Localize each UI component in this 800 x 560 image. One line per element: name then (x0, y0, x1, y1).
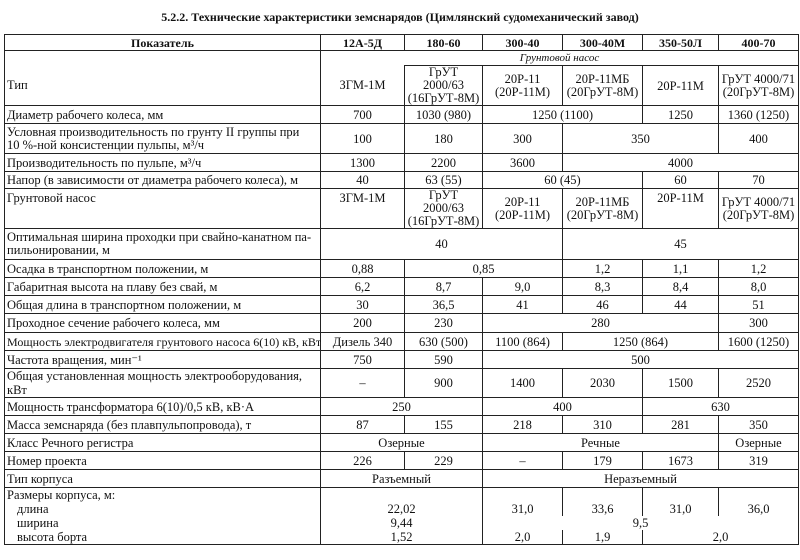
table-row: Проходное сечение рабочего колеса, мм 200 230 280 300 (5, 314, 799, 333)
table-row: ширина 9,44 9,5 (5, 516, 799, 530)
header-model: 300-40 (483, 35, 563, 51)
table-row: Осадка в транспортном положении, м 0,88 0,85 1,2 1,1 1,2 (5, 260, 799, 278)
page-title: 5.2.2. Технические характеристики земснарядов (Цимлянский судомеханический завод) (161, 10, 639, 24)
header-param: Показатель (5, 35, 321, 51)
section-label: Грунтовой насос (321, 51, 799, 66)
table-row: Тип ЗГМ-1М ГрУТ 2000/63 (16ГрУТ-8М) 20Р-11 (20Р-11М) 20Р-11МБ (20ГрУТ-8М) 20Р-11М ГрУТ 4000/71 (20ГрУТ-8М) (5, 66, 799, 106)
table-row: Габаритная высота на плаву без свай, м 6,2 8,7 9,0 8,3 8,4 8,0 (5, 278, 799, 296)
specs-table (4, 34, 799, 545)
table-row: Масса земснаряда (без плавпульпопровода), т 87 155 218 310 281 350 (5, 416, 799, 434)
header-model: 350-50Л (643, 35, 719, 51)
table-row: Общая установленная мощность электрооборудования, кВт – 900 1400 2030 1500 2520 (5, 369, 799, 398)
header-model: 400-70 (719, 35, 799, 51)
table-row: Диаметр рабочего колеса, мм 700 1030 (980) 1250 (1100) 1250 1360 (1250) (5, 106, 799, 124)
table-row: Частота вращения, мин⁻¹ 750 590 500 (5, 351, 799, 369)
table-row: Производительность по пульпе, м³/ч 1300 2200 3600 4000 (5, 154, 799, 172)
table-row: длина 22,02 31,0 33,6 31,0 36,0 (5, 502, 799, 516)
table-row: Номер проекта 226 229 – 179 1673 319 (5, 452, 799, 470)
header-model: 12А-5Д (321, 35, 405, 51)
table-row: Общая длина в транспортном положении, м 30 36,5 41 46 44 51 (5, 296, 799, 314)
table-row: Мощность электродвигателя грунтового насоса 6(10) кВ, кВт Дизель 340 630 (500) 1100 (864) 1250 (864) 1600 (1250) (5, 333, 799, 351)
table-row: высота борта 1,52 2,0 1,9 2,0 (5, 530, 799, 545)
table-row: Размеры корпуса, м: (5, 488, 799, 503)
header-model: 180-60 (405, 35, 483, 51)
table-row: Грунтовой насос ЗГМ-1М ГрУТ 2000/63 (16ГрУТ-8М) 20Р-11 (20Р-11М) 20Р-11МБ (20ГрУТ-8М) 20Р-11М ГрУТ 4000/71 (20ГрУТ-8М) (5, 189, 799, 229)
table-row: Условная производительность по грунту II группы при 10 %-ной консистенции пульпы, м³/ч 100 180 300 350 400 (5, 124, 799, 154)
table-row: Напор (в зависимости от диаметра рабочего колеса), м 40 63 (55) 60 (45) 60 70 (5, 172, 799, 189)
table-row: Мощность трансформатора 6(10)/0,5 кВ, кВ·А 250 400 630 (5, 398, 799, 416)
table-row: Класс Речного регистра Озерные Речные Озерные (5, 434, 799, 452)
table-row: Тип корпуса Разъемный Неразъемный (5, 470, 799, 488)
header-model: 300-40М (563, 35, 643, 51)
section-row (5, 51, 799, 66)
table-row: Оптимальная ширина проходки при свайно-канатном па- пильонировании, м 40 45 (5, 229, 799, 260)
row-label: Тип (5, 66, 321, 106)
table-header-row (5, 35, 799, 51)
